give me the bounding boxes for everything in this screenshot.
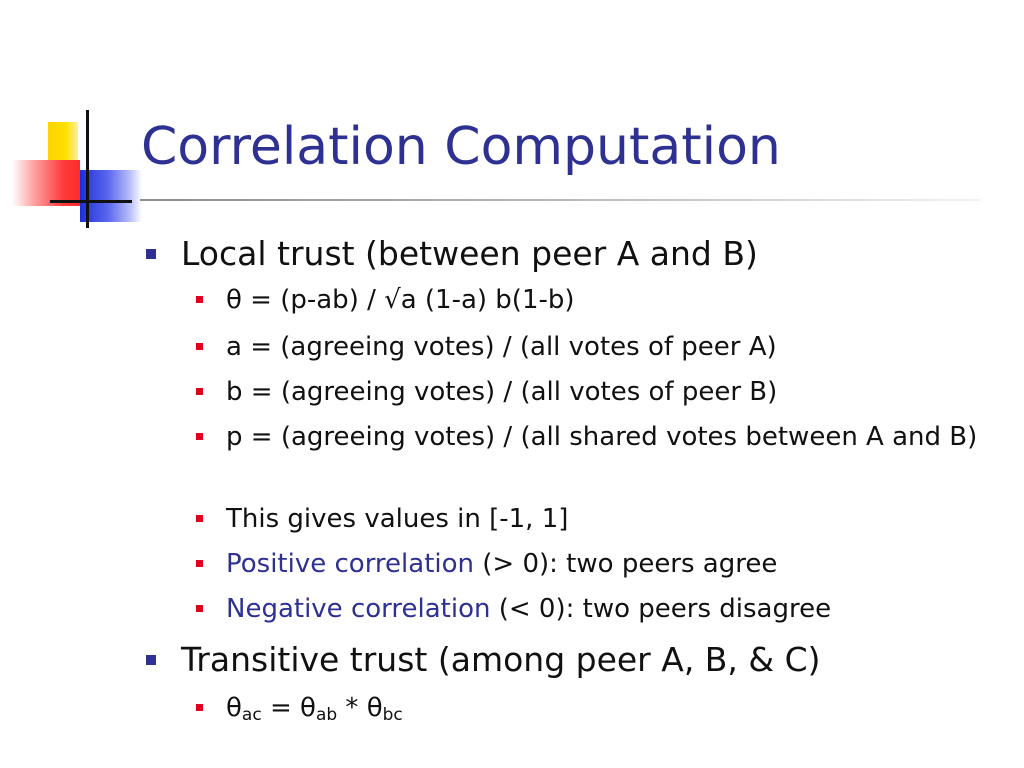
sub-bullet-square-icon	[196, 515, 203, 522]
subscript-bc: bc	[382, 705, 403, 725]
equals-sign: =	[261, 693, 301, 723]
sub-bullet-text: b = (agreeing votes) / (all votes of peer B)	[226, 377, 778, 407]
slide-title: Correlation Computation	[141, 117, 781, 177]
sub-bullet-square-icon	[196, 433, 203, 440]
sub-bullet-b-definition	[226, 376, 1006, 408]
sub-bullet-text: p = (agreeing votes) / (all shared votes between A and B)	[226, 422, 978, 452]
subscript-ab: ab	[315, 705, 338, 725]
sub-bullet-text: This gives values in [-1, 1]	[226, 504, 569, 534]
sub-bullet-text: a = (agreeing votes) / (all votes of peer A)	[226, 332, 777, 362]
sub-bullet-square-icon	[196, 343, 203, 350]
logo-vertical-line	[86, 110, 89, 228]
bullet-local-trust	[181, 234, 758, 274]
sub-bullet-a-definition	[226, 331, 1006, 363]
sub-bullet-square-icon	[196, 296, 203, 303]
sub-bullet-transitive-formula	[226, 692, 1006, 724]
positive-correlation-term: Positive correlation	[226, 549, 475, 579]
sub-bullet-square-icon	[196, 605, 203, 612]
logo-horizontal-line	[50, 200, 132, 203]
bullet-text: Transitive trust (among peer A, B, & C)	[181, 640, 821, 679]
sub-bullet-theta-formula	[226, 284, 1006, 316]
sub-bullet-square-icon	[196, 388, 203, 395]
sub-bullet-square-icon	[196, 560, 203, 567]
logo-blue-square	[80, 170, 142, 222]
subscript-ac: ac	[241, 705, 262, 725]
bullet-text: Local trust (between peer A and B)	[181, 234, 758, 273]
sub-bullet-text: (> 0): two peers agree	[474, 549, 778, 579]
bullet-transitive-trust	[181, 640, 821, 680]
theta-symbol: θ	[366, 693, 383, 723]
sub-bullet-positive-correlation	[226, 548, 1006, 580]
theta-symbol: θ	[300, 693, 316, 723]
sub-bullet-negative-correlation	[226, 593, 1006, 625]
sub-bullet-text: θ = (p-ab) / √a (1-a) b(1-b)	[226, 285, 575, 315]
multiply-sign: *	[337, 693, 367, 723]
sub-bullet-p-definition	[226, 421, 1006, 453]
bullet-square-icon	[146, 655, 156, 665]
slide-logo-decoration	[0, 0, 140, 240]
bullet-square-icon	[146, 249, 156, 259]
sub-bullet-text: (< 0): two peers disagree	[490, 594, 832, 624]
theta-symbol: θ	[226, 693, 242, 723]
title-underline	[140, 199, 980, 201]
negative-correlation-term: Negative correlation	[226, 594, 491, 624]
sub-bullet-value-range	[226, 503, 1006, 535]
sub-bullet-square-icon	[196, 704, 203, 711]
